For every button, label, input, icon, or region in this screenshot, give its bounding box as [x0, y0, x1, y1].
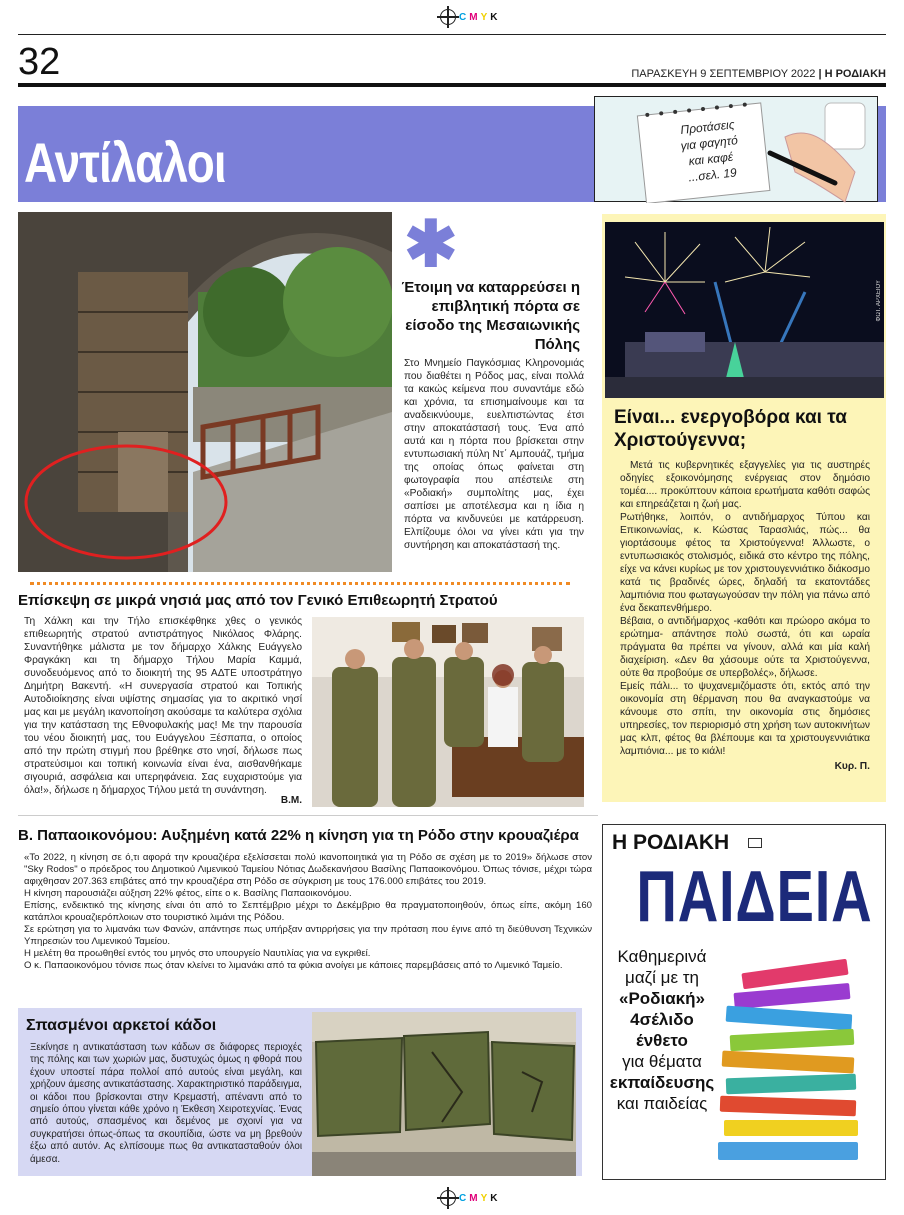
cmyk-y: Y — [480, 1192, 488, 1204]
bins-photo — [312, 1012, 576, 1176]
ad-line: ένθετο — [636, 1031, 688, 1050]
note-line-3: και καφέ — [687, 149, 734, 169]
crosshair-icon — [440, 9, 456, 25]
page-number: 32 — [18, 41, 61, 83]
food-teaser-box — [594, 96, 878, 202]
cmyk-c: C — [459, 11, 467, 23]
photo-credit: ΦΩΤ. ΑΡΧΕΙΟΥ — [876, 280, 882, 322]
date-text: ΠΑΡΑΣΚΕΥΗ 9 ΣΕΠΤΕΜΒΡΙΟΥ 2022 — [631, 68, 816, 80]
food-teaser-text — [652, 113, 768, 188]
cruise-line: Σε ερώτηση για το λιμανάκι των Φανών, απάντησε πως υπήρξαν αντιρρήσεις για την πρόταση που έγινε από τη διεύθυνση Τεχνικών Υπηρεσιών του Λιμενικού Ταμείου. — [24, 924, 592, 947]
cmyk-m: M — [469, 11, 478, 23]
ad-line: «Ροδιακή» — [619, 989, 705, 1008]
ad-line: μαζί με τη — [625, 968, 699, 987]
christmas-paragraph: Βέβαια, ο αντιδήμαρχος -καθότι και πρώορο ακόμα το ερώτημα- απάντησε πολύ σωστά, ότι και ωραία πράγματα θα πρέπει να γίνουν, αλλά και μία καλή διαχείριση. «Δεν θα χάσουμε ούτε τα Χριστούγεννα, ούτε θα προβούμε σε υπερβολές», δήλωσε. — [620, 616, 870, 679]
brand-text: Η ΡΟΔΙΑΚΗ — [824, 68, 886, 80]
ad-line: για θέματα — [622, 1052, 702, 1071]
gate-photo-illustration — [18, 212, 392, 572]
cruise-line: Επίσης, ενδεικτικό της κίνησης είναι ότι από το Σεπτέμβριο μέχρι το Δεκέμβριο θα πραγματοποιηθούν, όπως είπε, ακόμη 160 κατάπλοι κρουαζιερόπλοιων στο τουριστικό λιμάνι της Ρόδου. — [24, 900, 592, 923]
cmyk-y: Y — [480, 11, 488, 23]
header-bottom-rule — [18, 83, 886, 87]
books-icon — [712, 958, 878, 1170]
christmas-signature: Κυρ. Π. — [834, 761, 870, 772]
christmas-body — [620, 459, 870, 773]
bins-body: Ξεκίνησε η αντικατάσταση των κάδων σε διάφορες περιοχές της πόλης και των χωριών μας, δυστυχώς όμως η φθορά που έχουν υποστεί πάρα πολλοί από αυτούς είναι μεγάλη, και χρήζουν άμεσης αντικατάστασης. Χαρακτηριστικό παράδειγμα, οι κάδοι που βρίσκονται στην Κρεμαστή, απέναντι από το σημείο όπου γίνεται κάθε χρόνο η Έκθεση Χειροτεχνίας. Ένας από αυτούς, σπασμένος και δεμένος με σχοινί για να συγκρατήσει όπως-όπως τα σκουπίδια, ώστε να μη βρεθούν έξω από αυτόν. Ας ελπίσουμε πως θα αντικατασταθούν όλοι άμεσα. — [30, 1042, 302, 1165]
date-line: ΠΑΡΑΣΚΕΥΗ 9 ΣΕΠΤΕΜΒΡΙΟΥ 2022 | Η ΡΟΔΙΑΚΗ — [631, 68, 886, 80]
header-top-rule — [18, 34, 886, 35]
ad-line-last — [606, 1093, 718, 1114]
cruise-top-rule — [18, 815, 598, 816]
ad-line: εκπαίδευσης — [609, 1073, 715, 1092]
cruise-line: Η κίνηση παρουσιάζει αύξηση 22% φέτος, είπε ο κ. Βασίλης Παπαοικονόμου. — [24, 888, 352, 899]
dotted-separator — [30, 582, 570, 585]
cruise-headline: Β. Παπαοικονόμου: Αυξημένη κατά 22% η κίνηση για τη Ρόδο στην κρουαζιέρα — [18, 827, 579, 844]
note-line-1: Προτάσεις — [679, 117, 736, 137]
gate-body: Στο Μνημείο Παγκόσμιας Κληρονομιάς που διαθέτει η Ρόδος μας, είναι πολλά τα κακώς κείμενα που συναντάμε εδώ και χρόνια, τα επισημαίνουμε και τα αναδεικνύουμε, ευελπιστώντας έτσι στην αποκατάστασή τους. Ένα από αυτά και η πόρτα που βρίσκεται στην εντυπωσιακή πύλη Ντ΄ Αμπουάζ, τμήμα της οποίας όπως φαίνεται στη φωτογραφία που απέστειλε στη «Ροδιακή» συμπολίτης μας, έχει σαπίσει με αποτέλεσμα και η ίδια η πόρτα να κινδυνεύει με κατάρρευση. Ελπίζουμε όλοι να γίνει κάτι για την συντήρηση και αποκατάστασή της. — [404, 358, 584, 551]
visit-photo — [312, 617, 584, 807]
note-line-2: για φαγητό — [679, 133, 739, 154]
cmyk-k: K — [490, 11, 498, 23]
banner-title: Αντίλαλοι — [24, 131, 226, 194]
gate-photo — [18, 212, 392, 572]
christmas-paragraph: Εμείς πάλι... το ψυχανεμιζόμαστε ότι, εκτός από την οικονομία στη θέρμανση που θα αναγκαστούμε να κάνουμε στο σπίτι, την οικονομία στις δημόσιες υπηρεσίες, τον περιορισμό στη χρήση των αυτοκινήτων μας κλπ, φέτος θα βλέπουμε και τα χριστουγεννιάτικα λαμπιόνια... με το κιάλι! — [620, 681, 870, 757]
newspaper-icon — [748, 838, 762, 848]
cruise-line: Η μελέτη θα προωθηθεί εντός του μηνός στο υπουργείο Ναυτιλίας για να εγκριθεί. — [24, 948, 371, 959]
bins-headline: Σπασμένοι αρκετοί κάδοι — [26, 1017, 217, 1034]
ad-title: ΠΑΙΔΕΙΑ — [636, 857, 873, 937]
fireworks-illustration — [605, 222, 884, 398]
christmas-paragraph: Μετά τις κυβερνητικές εξαγγελίες για τις αυστηρές οδηγίες εξοικονόμησης ενέργειας στον δημόσιο τομέα.... προκύπτουν κάποια ερωτήματα καθότι σαφώς και επηρεάζεται η ζωή μας. — [620, 460, 870, 510]
note-line-4: ...σελ. 19 — [687, 165, 738, 185]
asterisk-icon: ✱ — [404, 208, 458, 280]
visit-headline: Επίσκεψη σε μικρά νησιά μας από τον Γενικό Επιθεωρητή Στρατού — [18, 592, 498, 609]
cmyk-m: M — [469, 1192, 478, 1204]
cmyk-k: K — [490, 1192, 498, 1204]
registration-mark-top — [440, 7, 500, 27]
bins-photo-illustration — [312, 1012, 576, 1176]
ad-text — [606, 946, 718, 1114]
ad-line: Καθημερινά — [617, 947, 707, 966]
visit-body: Τη Χάλκη και την Τήλο επισκέφθηκε χθες ο γενικός επιθεωρητής στρατού αντιστράτηγος Νικόλαος Φλάρης. Συναντήθηκε μάλιστα με τον δήμαρχο Χάλκης Ευάγγελο Φραγκάκη και τη δήμαρχο Τήλου Μαρία Καμμά, συνοδευόμενος από το διοικητή της 95 ΑΔΤΕ υποστράτηγο Δημήτρη Βακεντή. «Η συνεργασία στρατού και Τοπικής Αυτοδιοίκησης είναι υψίστης σημασίας για το ακριτικό νησί μας και με μεγάλη ικανοποίηση ακούσαμε τα καλύτερα σχόλια για την κατάσταση της Εθνοφυλακής μας! Με την παρουσία του νέου διοικητή μας, του Ευάγγελου Ξέσπαπα, ο οποίος από την πρώτη στιγμή που βρέθηκε στο νησί, δήλωσε πως στρατεύσιμοι και τοπική κοινωνία είναι ένα, αισθανθήκαμε σιγουριά, ασφάλεια και υπερηφάνεια. Σας ευχαριστούμε για όλα!», δήλωσε η δήμαρχος Τήλου μετά τη συνάντηση. — [24, 616, 302, 796]
christmas-photo — [605, 222, 884, 398]
books-illustration — [712, 958, 878, 1170]
christmas-headline: Είναι... ενεργοβόρα και τα Χριστούγεννα; — [614, 407, 847, 451]
ad-line: 4σέλιδο — [630, 1010, 694, 1029]
cruise-body — [24, 852, 592, 972]
christmas-paragraph: Ρωτήθηκε, λοιπόν, ο αντιδήμαρχος Τύπου και Επικοινωνίας, κ. Κώστας Ταρασλιάς, πώς... θα γιορτάσουμε φέτος τα Χριστούγεννα! Άλλωστε, ο εντυπωσιακός στολισμός, ειδικά στο κέντρο της πόλης, είχε να κάνει κυρίως με τον χριστουγεννιάτικο διάκοσμο κατά τις βραδινές ώρες, δηλαδή τα εκατοντάδες λαμπιόνια που φωταγωγούσαν την πόλη για πάνω από ένα δεκαπενθήμερο. — [620, 512, 870, 614]
ad-line-text: και παιδείας — [616, 1094, 708, 1113]
cruise-line: Ο κ. Παπαοικονόμου τόνισε πως όταν κλείνει το λιμανάκι από τα φύκια ανοίγει με κάποιες παρεμβάσεις από το Λιμενικό Ταμείο. — [24, 960, 563, 971]
cmyk-c: C — [459, 1192, 467, 1204]
ad-brand: Η ΡΟΔΙΑΚΗ — [612, 831, 730, 854]
gate-headline: Έτοιμη να καταρρεύσει η επιβλητική πόρτα σε είσοδο της Μεσαιωνικής Πόλης — [401, 279, 580, 353]
registration-mark-bottom — [440, 1188, 500, 1208]
visit-photo-illustration — [312, 617, 584, 807]
visit-signature: Β.Μ. — [280, 795, 302, 806]
cruise-line: «Το 2022, η κίνηση σε ό,τι αφορά την κρουαζιέρα εξελίσσεται πολύ ικανοποιητικά για τη Ρόδο σε σχέση με το 2019» δήλωσε στον "Sky Rodos" ο πρόεδρος του Δημοτικού Λιμενικού Ταμείου Νότιας Δωδεκανήσου Βασίλης Παπαοικονόμου. Όπως τόνισε, μέχρι τώρα αφιχθησαν 207.363 επιβάτες από την κρουαζιέρα στη Ρόδο σε σύγκριση με τους 176.000 επιβάτες του 2019. — [24, 852, 592, 887]
crosshair-icon — [440, 1190, 456, 1206]
